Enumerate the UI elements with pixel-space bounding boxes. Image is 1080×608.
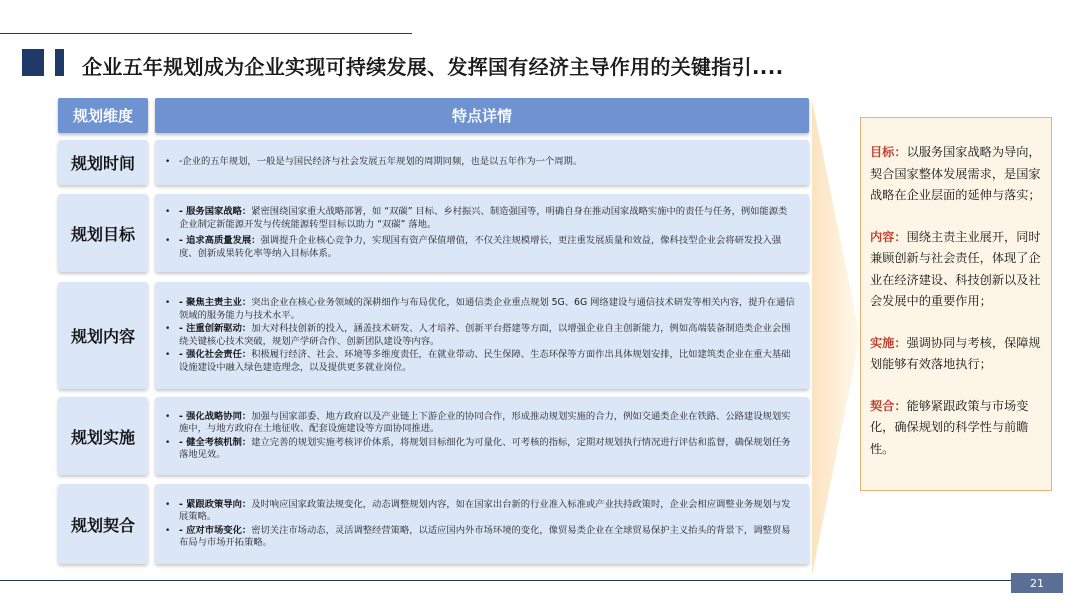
summary-item	[870, 142, 1043, 207]
item-key: - 健全考核机制：	[179, 436, 252, 448]
detail-cell	[155, 397, 809, 475]
bullet-icon: •	[165, 157, 171, 168]
list-item	[165, 235, 795, 260]
list-item	[165, 437, 795, 462]
list-item	[165, 323, 795, 348]
list-item	[165, 156, 795, 169]
item-key: - 注重创新驱动：	[179, 323, 252, 334]
summary-key: 契合：	[870, 398, 907, 413]
item-text: 建立完善的规划实施考核评价体系，将规划目标细化为可量化、可考核的指标，定期对规划执行情况进行评估和监督，确保规划任务落地见效。	[179, 436, 791, 460]
list-item	[165, 411, 795, 436]
summary-key: 内容：	[870, 229, 907, 244]
item-text: 突出企业在核心业务领域的深耕细作与布局优化，如通信类企业重点规划 5G、6G 网络建设与通信技术研发等相关内容，提升在通信领域的服务能力与技术水平。	[179, 297, 795, 321]
bullet-icon: •	[165, 324, 171, 334]
bullet-icon: •	[165, 411, 171, 422]
summary-item	[870, 396, 1043, 461]
detail-cell	[155, 140, 809, 185]
dimension-cell: 规划目标	[58, 194, 148, 272]
bullet-icon: •	[165, 236, 171, 246]
item-text: 强调提升企业核心竞争力，实现国有资产保值增值，不仅关注规模增长，更注重发展质量和效益，像科技型企业会将研发投入强度、创新成果转化率等纳入目标体系。	[179, 235, 782, 259]
item-key: - 强化社会责任：	[179, 349, 252, 360]
item-key: - 聚焦主责主业：	[179, 297, 252, 308]
list-item	[165, 297, 795, 322]
item-key: - 追求高质量发展：	[179, 235, 261, 246]
bullet-icon: •	[165, 499, 171, 510]
bottom-divider	[0, 580, 1020, 581]
summary-item	[870, 227, 1043, 313]
summary-text: 强调协同与考核，保障规划能够有效落地执行；	[870, 335, 1041, 371]
item-text: 加强与国家部委、地方政府以及产业链上下游企业的协同合作，形成推动规划实施的合力，例如交通类企业在铁路、公路建设规划实施中，与地方政府在土地征收、配套设施建设等方面协同推进。	[179, 410, 791, 434]
bullet-icon: •	[165, 298, 171, 308]
item-text: 紧密围绕国家重大战略部署，如 “双碳” 目标、乡村振兴、制造强国等，明确自身在推动国家战略实施中的责任与任务，例如能源类企业制定新能源开发与传统能源转型目标以助力 “双碳” 落地。	[179, 206, 788, 230]
item-text: 密切关注市场动态，灵活调整经营策略，以适应国内外市场环境的变化，像贸易类企业在全球贸易保护主义抬头的背景下，调整贸易布局与市场开拓策略。	[179, 524, 791, 548]
list-item	[165, 525, 795, 550]
item-text: -企业的五年规划，一般是与国民经济与社会发展五年规划的周期同频，也是以五年作为一个周期。	[179, 156, 583, 168]
header-dimension: 规划维度	[58, 98, 148, 133]
bullet-icon: •	[165, 207, 171, 217]
dimension-cell: 规划时间	[58, 140, 148, 185]
title-marker-bar	[55, 49, 64, 76]
bullet-icon: •	[165, 525, 171, 536]
summary-text: 能够紧跟政策与市场变化，确保规划的科学性与前瞻性。	[870, 398, 1029, 456]
detail-cell	[155, 484, 809, 564]
bullet-icon: •	[165, 437, 171, 448]
dimension-cell: 规划内容	[58, 282, 148, 389]
dimension-cell: 规划契合	[58, 484, 148, 564]
title-marker-block	[22, 49, 44, 76]
bullet-icon: •	[165, 350, 171, 360]
summary-item	[870, 333, 1043, 376]
list-item	[165, 206, 795, 231]
item-key: - 强化战略协同：	[179, 410, 252, 422]
header-details: 特点详情	[155, 98, 809, 133]
summary-key: 实施：	[870, 335, 907, 350]
summary-text: 以服务国家战略为导向，契合国家整体发展需求，是国家战略在企业层面的延伸与落实；	[870, 145, 1041, 202]
list-item	[165, 349, 795, 374]
page-title: 企业五年规划成为企业实现可持续发展、发挥国有经济主导作用的关键指引....	[82, 55, 784, 79]
item-text: 加大对科技创新的投入，涵盖技术研发、人才培养、创新平台搭建等方面，以增强企业自主创新能力，例如高端装备制造类企业会围绕关键核心技术突破，规划产学研合作、创新团队建设等内容。	[179, 323, 791, 347]
item-text: 积极履行经济、社会、环境等多维度责任，在就业带动、民生保障、生态环保等方面作出具体规划安排，比如建筑类企业在重大基础设施建设中融入绿色建造理念，以及提供更多就业岗位。	[179, 349, 791, 373]
summary-box	[860, 117, 1052, 491]
arrow-chevron-icon	[812, 100, 860, 575]
item-text: 及时响应国家政策法规变化，动态调整规划内容，如在国家出台新的行业准入标准或产业扶持政策时，企业会相应调整业务规划与发展策略。	[179, 498, 791, 522]
page-number: 21	[1011, 573, 1063, 593]
top-divider	[0, 33, 412, 34]
list-item	[165, 499, 795, 524]
dimension-cell: 规划实施	[58, 397, 148, 475]
summary-key: 目标：	[870, 145, 907, 159]
detail-cell	[155, 282, 809, 389]
item-key: - 应对市场变化：	[179, 524, 252, 536]
detail-cell	[155, 194, 809, 272]
summary-text: 围绕主责主业展开，同时兼顾创新与社会责任，体现了企业在经济建设、科技创新以及社会发展中的重要作用；	[870, 229, 1041, 308]
item-key: - 服务国家战略：	[179, 206, 252, 217]
item-key: - 紧跟政策导向：	[179, 498, 252, 510]
